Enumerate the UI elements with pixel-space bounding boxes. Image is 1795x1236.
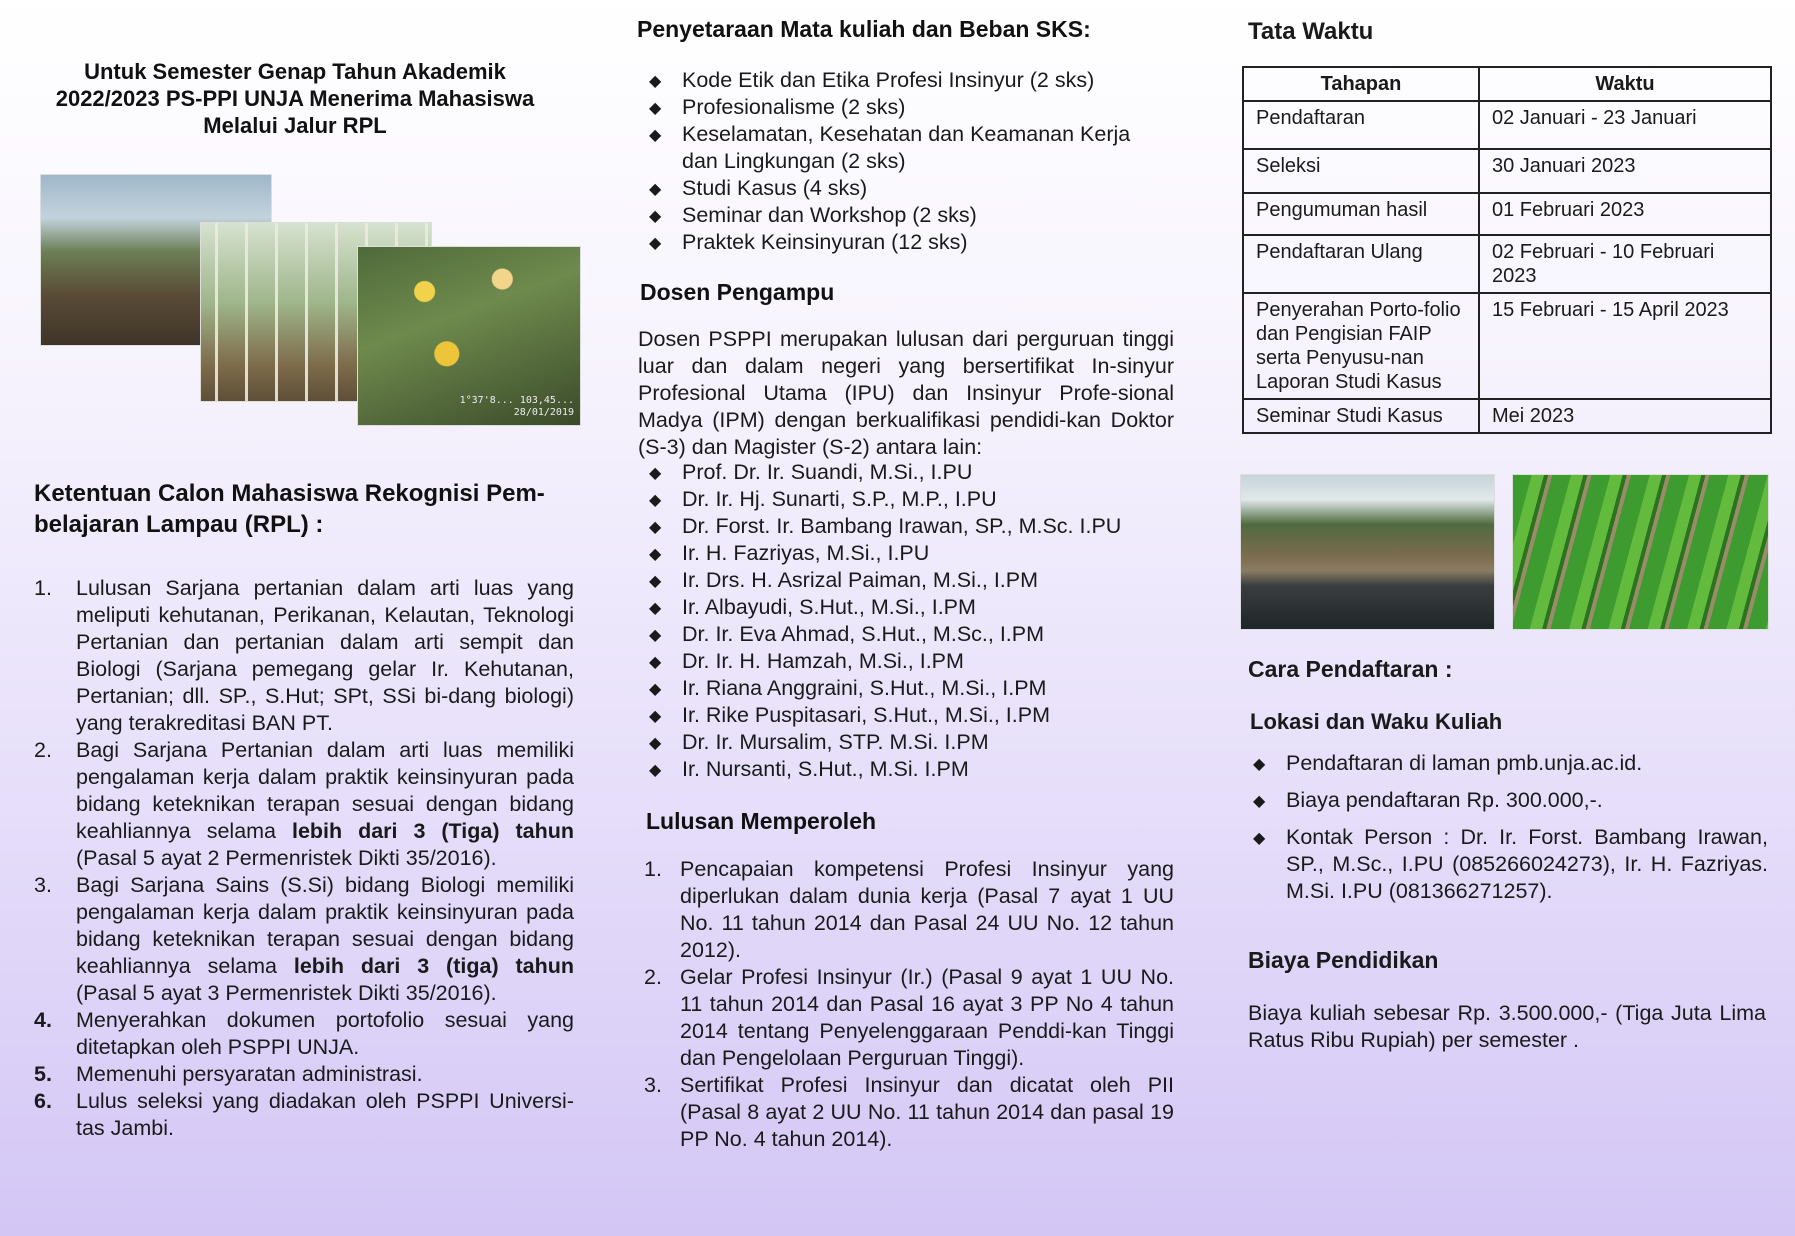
lecturer-item	[646, 702, 1176, 729]
requirements-heading	[34, 478, 554, 540]
course-label: Seminar dan Workshop (2 sks)	[682, 203, 977, 227]
timeline-time: 02 Januari - 23 Januari	[1479, 101, 1771, 149]
lecturers-intro: Dosen PSPPI merupakan lulusan dari perguruan tinggi luar dan dalam negeri yang bersertifikat In-sinyur Profesional Utama (IPU) dan Insinyur Profe-sional Madya (IPM) dengan berkualifikasi pendidi-kan Doktor (S-3) dan Magister (S-2) antara lain:	[638, 327, 1174, 459]
diamond-bullet-icon: ◆	[649, 127, 662, 144]
requirement-item	[34, 1007, 574, 1061]
diamond-bullet-icon: ◆	[649, 735, 662, 752]
diamond-bullet-icon: ◆	[649, 235, 662, 252]
diamond-bullet-icon: ◆	[649, 208, 662, 225]
timeline-stage: Seminar Studi Kasus	[1243, 399, 1479, 433]
registration-text: Biaya pendaftaran Rp. 300.000,-.	[1286, 788, 1603, 812]
registration-subheading: Lokasi dan Waku Kuliah	[1250, 709, 1503, 734]
diamond-bullet-icon: ◆	[649, 181, 662, 198]
lecturer-item	[646, 756, 1176, 783]
photo-field-workers	[357, 246, 581, 426]
diamond-bullet-icon: ◆	[649, 708, 662, 725]
requirement-text-end: (Pasal 5 ayat 2 Permenristek Dikti 35/2016).	[76, 846, 497, 870]
photo-stamp-line-1: 1°37'8... 103,45...	[459, 395, 574, 406]
lecturers-heading: Dosen Pengampu	[640, 279, 835, 305]
course-label: Praktek Keinsinyuran (12 sks)	[682, 230, 968, 254]
photo-stamp-line-2: 28/01/2019	[513, 407, 574, 418]
intro-title-line-2: 2022/2023 PS-PPI UNJA Menerima Mahasiswa	[55, 86, 535, 111]
diamond-bullet-icon: ◆	[1253, 830, 1266, 847]
lecturer-item	[646, 648, 1176, 675]
timeline-stage: Pengumuman hasil	[1243, 193, 1479, 235]
lecturer-name: Ir. Albayudi, S.Hut., M.Si., I.PM	[682, 595, 976, 619]
requirement-text: Bagi Sarjana Pertanian dalam arti luas memiliki pengalaman kerja dalam praktik keinsinyuran pada bidang keteknikan terapan sesuai dengan bidang keahliannya selama	[76, 738, 574, 843]
requirement-number: 3.	[34, 873, 52, 897]
course-item	[646, 175, 1166, 202]
lecturer-name: Ir. Drs. H. Asrizal Paiman, M.Si., I.PM	[682, 568, 1039, 592]
timeline-stage: Pendaftaran	[1243, 101, 1479, 149]
requirement-text: Menyerahkan dokumen portofolio sesuai yang ditetapkan oleh PSPPI UNJA.	[76, 1008, 574, 1059]
diamond-bullet-icon: ◆	[649, 546, 662, 563]
timeline-time: 15 Februari - 15 April 2023	[1479, 293, 1771, 399]
registration-item	[1250, 787, 1768, 814]
requirement-item	[34, 1061, 574, 1088]
graduates-heading: Lulusan Memperoleh	[646, 808, 877, 834]
requirement-item	[34, 737, 574, 872]
courses-heading: Penyetaraan Mata kuliah dan Beban SKS:	[637, 16, 1091, 42]
lecturer-item	[646, 567, 1176, 594]
timeline-table	[1242, 66, 1772, 434]
course-label: Kode Etik dan Etika Profesi Insinyur (2 sks)	[682, 68, 1095, 92]
diamond-bullet-icon: ◆	[1253, 793, 1266, 810]
diamond-bullet-icon: ◆	[649, 573, 662, 590]
diamond-bullet-icon: ◆	[649, 73, 662, 90]
graduate-text: Gelar Profesi Insinyur (Ir.) (Pasal 9 ayat 1 UU No. 11 tahun 2014 dan Pasal 16 ayat 3 PP No 4 tahun 2014 tentang Penyelenggaraan Penddi-kan Tinggi dan Pengelolaan Perguruan Tinggi).	[680, 965, 1174, 1070]
diamond-bullet-icon: ◆	[649, 492, 662, 509]
courses-list	[646, 67, 1166, 256]
timeline-heading: Tata Waktu	[1248, 18, 1374, 45]
timeline-row	[1243, 149, 1771, 193]
graduate-number: 1.	[644, 857, 662, 881]
timeline-stage: Pendaftaran Ulang	[1243, 235, 1479, 293]
requirement-text-end: (Pasal 5 ayat 3 Permenristek Dikti 35/2016).	[76, 981, 497, 1005]
graduate-text: Sertifikat Profesi Insinyur dan dicatat oleh PII (Pasal 8 ayat 2 UU No. 11 tahun 2014 dan pasal 19 PP No. 4 tahun 2014).	[680, 1073, 1174, 1151]
course-item	[646, 94, 1166, 121]
intro-title-line-1: Untuk Semester Genap Tahun Akademik	[84, 59, 506, 84]
registration-list	[1250, 750, 1768, 905]
graduate-item	[644, 856, 1174, 964]
registration-text: Pendaftaran di laman pmb.unja.ac.id.	[1286, 751, 1643, 775]
timeline-time: 30 Januari 2023	[1479, 149, 1771, 193]
registration-text: Kontak Person : Dr. Ir. Forst. Bambang Irawan, SP., M.Sc., I.PU (085266024273), Ir. H. Fazriyas. M.Si. I.PU (081366271257).	[1286, 825, 1768, 903]
requirement-text: Lulusan Sarjana pertanian dalam arti luas yang meliputi kehutanan, Perikanan, Kelautan, Teknologi Pertanian dan pertanian dalam arti sempit dan Biologi (Sarjana pemegang gelar Ir. Kehutanan, Pertanian; dll. SP., S.Hut; SPt, SSi bi-dang biologi) yang terakreditasi BAN PT.	[76, 576, 574, 735]
diamond-bullet-icon: ◆	[649, 627, 662, 644]
column-left	[0, 0, 590, 1236]
course-label: Profesionalisme (2 sks)	[682, 95, 906, 119]
course-label: Studi Kasus (4 sks)	[682, 176, 868, 200]
photo-timestamp	[460, 395, 574, 419]
timeline-row	[1243, 235, 1771, 293]
course-item	[646, 67, 1166, 94]
graduate-item	[644, 964, 1174, 1072]
lecturer-item	[646, 540, 1176, 567]
registration-heading: Cara Pendaftaran :	[1248, 656, 1453, 682]
lecturer-name: Ir. Rike Puspitasari, S.Hut., M.Si., I.PM	[682, 703, 1050, 727]
fees-heading: Biaya Pendidikan	[1248, 947, 1439, 973]
lecturer-name: Dr. Ir. H. Hamzah, M.Si., I.PM	[682, 649, 964, 673]
lecturer-name: Dr. Ir. Eva Ahmad, S.Hut., M.Sc., I.PM	[682, 622, 1045, 646]
lecturer-item	[646, 513, 1176, 540]
lecturers-list	[646, 459, 1176, 783]
intro-title	[40, 58, 550, 139]
timeline-row	[1243, 193, 1771, 235]
diamond-bullet-icon: ◆	[649, 519, 662, 536]
graduate-number: 3.	[644, 1073, 662, 1097]
lecturer-item	[646, 594, 1176, 621]
fees-text: Biaya kuliah sebesar Rp. 3.500.000,- (Tiga Juta Lima Ratus Ribu Rupiah) per semester .	[1248, 1001, 1766, 1052]
requirement-number: 2.	[34, 738, 52, 762]
lecturer-name: Ir. H. Fazriyas, M.Si., I.PU	[682, 541, 930, 565]
requirement-number: 5.	[34, 1062, 52, 1086]
lecturer-name: Prof. Dr. Ir. Suandi, M.Si., I.PU	[682, 460, 973, 484]
course-item	[646, 202, 1166, 229]
requirements-heading-line-2: belajaran Lampau (RPL) :	[34, 511, 324, 538]
registration-item	[1250, 750, 1768, 777]
timeline-time: 01 Februari 2023	[1479, 193, 1771, 235]
timeline-header-time: Waktu	[1479, 67, 1771, 101]
graduates-list	[644, 856, 1174, 1153]
timeline-header-stage: Tahapan	[1243, 67, 1479, 101]
diamond-bullet-icon: ◆	[649, 465, 662, 482]
graduate-text: Pencapaian kompetensi Profesi Insinyur yang diperlukan dalam dunia kerja (Pasal 7 ayat 1 UU No. 11 tahun 2014 dan Pasal 24 UU No. 12 tahun 2012).	[680, 857, 1174, 962]
diamond-bullet-icon: ◆	[649, 654, 662, 671]
graduate-number: 2.	[644, 965, 662, 989]
photo-seedling-nursery	[1512, 474, 1769, 630]
requirement-number: 6.	[34, 1089, 52, 1113]
graduate-item	[644, 1072, 1174, 1153]
lecturer-name: Dr. Forst. Ir. Bambang Irawan, SP., M.Sc. I.PU	[682, 514, 1122, 538]
timeline-stage: Penyerahan Porto-folio dan Pengisian FAIP serta Penyusu-nan Laporan Studi Kasus	[1243, 293, 1479, 399]
requirement-emphasis: lebih dari 3 (Tiga) tahun	[291, 819, 574, 843]
course-item	[646, 121, 1166, 175]
lecturer-item	[646, 729, 1176, 756]
requirement-text: Memenuhi persyaratan administrasi.	[76, 1062, 423, 1086]
timeline-time: 02 Februari - 10 Februari 2023	[1479, 235, 1771, 293]
timeline-row	[1243, 101, 1771, 149]
requirements-heading-line-1: Ketentuan Calon Mahasiswa Rekognisi Pem-	[34, 480, 545, 507]
course-item	[646, 229, 1166, 256]
requirements-list	[34, 575, 574, 1142]
requirement-item	[34, 872, 574, 1007]
column-middle	[610, 0, 1180, 1236]
lecturer-name: Ir. Nursanti, S.Hut., M.Si. I.PM	[682, 757, 969, 781]
photo-peatland-canal	[1240, 474, 1495, 630]
requirement-item	[34, 575, 574, 737]
registration-item	[1250, 824, 1768, 905]
diamond-bullet-icon: ◆	[649, 100, 662, 117]
lecturer-item	[646, 675, 1176, 702]
lecturer-item	[646, 459, 1176, 486]
timeline-time: Mei 2023	[1479, 399, 1771, 433]
lecturer-name: Dr. Ir. Hj. Sunarti, S.P., M.P., I.PU	[682, 487, 997, 511]
requirement-emphasis: lebih dari 3 (tiga) tahun	[293, 954, 575, 978]
intro-title-line-3: Melalui Jalur RPL	[203, 113, 387, 138]
diamond-bullet-icon: ◆	[649, 600, 662, 617]
requirement-text: Lulus seleksi yang diadakan oleh PSPPI Universi-tas Jambi.	[76, 1089, 574, 1140]
diamond-bullet-icon: ◆	[649, 681, 662, 698]
requirement-number: 1.	[34, 576, 52, 600]
lecturer-item	[646, 621, 1176, 648]
timeline-row	[1243, 293, 1771, 399]
requirement-item	[34, 1088, 574, 1142]
timeline-stage: Seleksi	[1243, 149, 1479, 193]
diamond-bullet-icon: ◆	[1253, 756, 1266, 773]
requirement-number: 4.	[34, 1008, 52, 1032]
requirement-text: Bagi Sarjana Sains (S.Si) bidang Biologi memiliki pengalaman kerja dalam praktik keinsinyuran pada bidang keteknikan terapan sesuai dengan bidang keahliannya selama	[76, 873, 574, 978]
diamond-bullet-icon: ◆	[649, 762, 662, 779]
timeline-header-row	[1243, 67, 1771, 101]
course-label: Keselamatan, Kesehatan dan Keamanan Kerja dan Lingkungan (2 sks)	[682, 122, 1131, 173]
lecturer-item	[646, 486, 1176, 513]
lecturer-name: Ir. Riana Anggraini, S.Hut., M.Si., I.PM	[682, 676, 1047, 700]
lecturer-name: Dr. Ir. Mursalim, STP. M.Si. I.PM	[682, 730, 989, 754]
timeline-row	[1243, 399, 1771, 433]
